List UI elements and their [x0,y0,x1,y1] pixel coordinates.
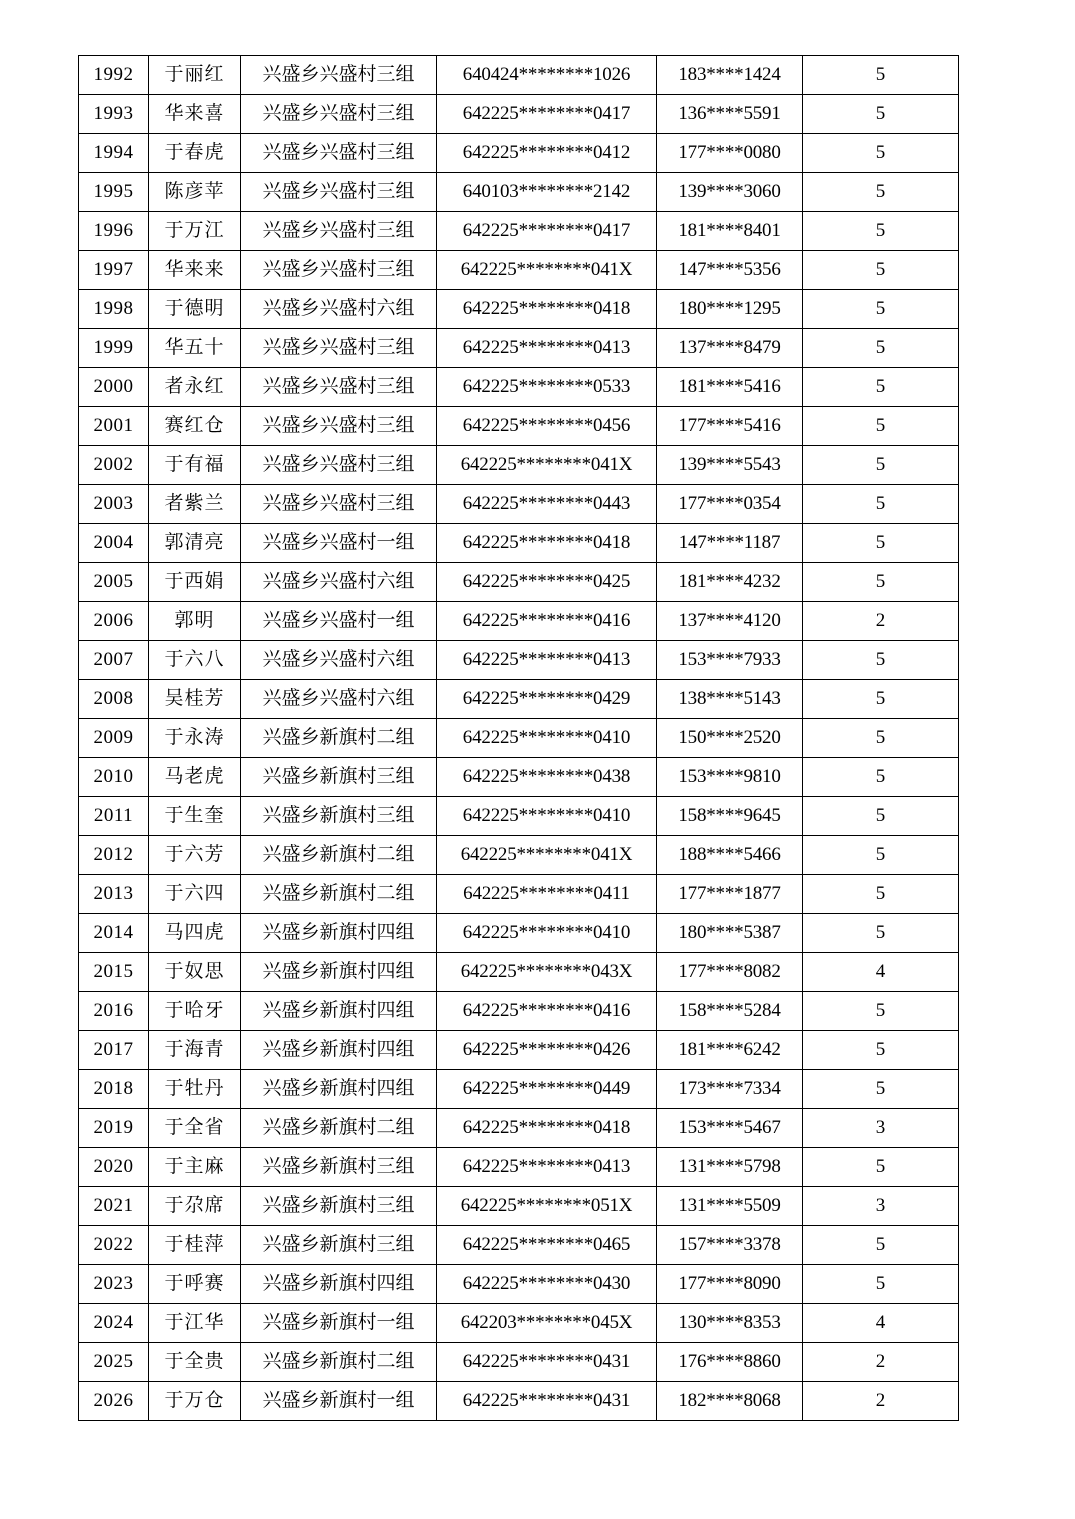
cell-name: 于海青 [149,1031,241,1070]
cell-id_number: 642225********0410 [437,914,657,953]
cell-id_number: 642225********0411 [437,875,657,914]
cell-address: 兴盛乡兴盛村一组 [241,602,437,641]
cell-name: 赛红仓 [149,407,241,446]
cell-address: 兴盛乡兴盛村六组 [241,680,437,719]
table-row [79,563,959,602]
table-row [79,524,959,563]
table-row [79,602,959,641]
cell-address: 兴盛乡兴盛村三组 [241,485,437,524]
cell-seq: 1996 [79,212,149,251]
cell-phone: 181****5416 [657,368,803,407]
cell-phone: 188****5466 [657,836,803,875]
cell-seq: 2001 [79,407,149,446]
cell-address: 兴盛乡新旗村三组 [241,1226,437,1265]
cell-count: 2 [803,602,959,641]
cell-phone: 177****0354 [657,485,803,524]
roster-table-body [79,56,959,1421]
table-row [79,1070,959,1109]
cell-address: 兴盛乡新旗村二组 [241,719,437,758]
cell-phone: 153****5467 [657,1109,803,1148]
cell-name: 于永涛 [149,719,241,758]
cell-seq: 1995 [79,173,149,212]
cell-address: 兴盛乡兴盛村六组 [241,290,437,329]
cell-address: 兴盛乡新旗村四组 [241,1031,437,1070]
cell-phone: 137****4120 [657,602,803,641]
table-row [79,680,959,719]
cell-count: 5 [803,758,959,797]
cell-phone: 177****0080 [657,134,803,173]
cell-id_number: 642225********0417 [437,95,657,134]
cell-seq: 2008 [79,680,149,719]
cell-name: 于江华 [149,1304,241,1343]
cell-count: 5 [803,290,959,329]
cell-seq: 2024 [79,1304,149,1343]
cell-count: 5 [803,251,959,290]
cell-count: 5 [803,914,959,953]
table-row [79,368,959,407]
cell-count: 5 [803,173,959,212]
cell-seq: 2026 [79,1382,149,1421]
table-row [79,953,959,992]
cell-name: 郭明 [149,602,241,641]
cell-address: 兴盛乡新旗村二组 [241,836,437,875]
cell-address: 兴盛乡新旗村四组 [241,1265,437,1304]
cell-address: 兴盛乡兴盛村三组 [241,407,437,446]
cell-count: 5 [803,563,959,602]
table-row [79,1382,959,1421]
cell-address: 兴盛乡兴盛村三组 [241,368,437,407]
cell-seq: 2025 [79,1343,149,1382]
table-row [79,914,959,953]
cell-phone: 177****8090 [657,1265,803,1304]
table-row [79,1109,959,1148]
cell-phone: 181****4232 [657,563,803,602]
cell-name: 于呼赛 [149,1265,241,1304]
cell-id_number: 642225********0413 [437,1148,657,1187]
cell-id_number: 642225********0533 [437,368,657,407]
cell-phone: 176****8860 [657,1343,803,1382]
cell-phone: 131****5509 [657,1187,803,1226]
table-row [79,1187,959,1226]
cell-phone: 131****5798 [657,1148,803,1187]
cell-address: 兴盛乡兴盛村三组 [241,212,437,251]
cell-seq: 1994 [79,134,149,173]
cell-id_number: 642225********0410 [437,719,657,758]
cell-phone: 150****2520 [657,719,803,758]
cell-phone: 139****3060 [657,173,803,212]
cell-id_number: 642225********0416 [437,602,657,641]
cell-phone: 177****1877 [657,875,803,914]
cell-count: 5 [803,485,959,524]
cell-name: 于六八 [149,641,241,680]
cell-phone: 158****5284 [657,992,803,1031]
cell-id_number: 642225********0425 [437,563,657,602]
table-row [79,1265,959,1304]
table-row [79,485,959,524]
cell-address: 兴盛乡兴盛村六组 [241,641,437,680]
cell-phone: 157****3378 [657,1226,803,1265]
cell-id_number: 642225********0418 [437,524,657,563]
cell-count: 5 [803,836,959,875]
cell-name: 吴桂芳 [149,680,241,719]
table-row [79,875,959,914]
cell-phone: 138****5143 [657,680,803,719]
table-row [79,1304,959,1343]
table-row [79,758,959,797]
cell-name: 于尕席 [149,1187,241,1226]
cell-phone: 139****5543 [657,446,803,485]
cell-name: 马四虎 [149,914,241,953]
cell-seq: 2012 [79,836,149,875]
roster-table [78,55,959,1421]
cell-address: 兴盛乡新旗村四组 [241,914,437,953]
cell-address: 兴盛乡新旗村二组 [241,1343,437,1382]
cell-id_number: 642225********0429 [437,680,657,719]
cell-name: 郭清亮 [149,524,241,563]
cell-name: 于主麻 [149,1148,241,1187]
cell-seq: 2013 [79,875,149,914]
cell-phone: 177****8082 [657,953,803,992]
cell-name: 于全省 [149,1109,241,1148]
cell-id_number: 642225********0413 [437,641,657,680]
table-row [79,446,959,485]
cell-phone: 180****5387 [657,914,803,953]
cell-count: 5 [803,680,959,719]
cell-count: 5 [803,56,959,95]
cell-name: 于桂萍 [149,1226,241,1265]
cell-name: 于六芳 [149,836,241,875]
cell-name: 于有福 [149,446,241,485]
table-row [79,407,959,446]
cell-id_number: 642203********045X [437,1304,657,1343]
cell-count: 5 [803,134,959,173]
cell-seq: 2014 [79,914,149,953]
cell-address: 兴盛乡兴盛村一组 [241,524,437,563]
cell-address: 兴盛乡兴盛村三组 [241,251,437,290]
cell-phone: 177****5416 [657,407,803,446]
cell-name: 于生奎 [149,797,241,836]
table-row [79,992,959,1031]
cell-count: 5 [803,95,959,134]
cell-phone: 180****1295 [657,290,803,329]
cell-id_number: 642225********0426 [437,1031,657,1070]
cell-address: 兴盛乡新旗村三组 [241,758,437,797]
cell-count: 5 [803,1148,959,1187]
cell-seq: 2011 [79,797,149,836]
cell-name: 于六四 [149,875,241,914]
table-row [79,1031,959,1070]
cell-seq: 2000 [79,368,149,407]
cell-count: 5 [803,875,959,914]
cell-phone: 158****9645 [657,797,803,836]
cell-count: 5 [803,1070,959,1109]
cell-name: 于奴思 [149,953,241,992]
cell-seq: 1992 [79,56,149,95]
cell-count: 3 [803,1109,959,1148]
table-row [79,797,959,836]
cell-id_number: 642225********0431 [437,1343,657,1382]
cell-address: 兴盛乡兴盛村三组 [241,446,437,485]
cell-count: 2 [803,1343,959,1382]
cell-count: 5 [803,446,959,485]
cell-name: 于万江 [149,212,241,251]
cell-phone: 181****6242 [657,1031,803,1070]
cell-address: 兴盛乡新旗村三组 [241,1187,437,1226]
cell-id_number: 642225********043X [437,953,657,992]
cell-name: 于万仓 [149,1382,241,1421]
cell-address: 兴盛乡新旗村三组 [241,797,437,836]
cell-id_number: 642225********0416 [437,992,657,1031]
cell-name: 于丽红 [149,56,241,95]
cell-seq: 2005 [79,563,149,602]
cell-address: 兴盛乡新旗村四组 [241,1070,437,1109]
cell-phone: 173****7334 [657,1070,803,1109]
cell-id_number: 642225********0456 [437,407,657,446]
cell-count: 2 [803,1382,959,1421]
cell-seq: 2004 [79,524,149,563]
table-row [79,1343,959,1382]
cell-seq: 2006 [79,602,149,641]
cell-address: 兴盛乡兴盛村六组 [241,563,437,602]
cell-address: 兴盛乡兴盛村三组 [241,173,437,212]
table-row [79,173,959,212]
cell-address: 兴盛乡兴盛村三组 [241,95,437,134]
cell-seq: 2020 [79,1148,149,1187]
cell-seq: 1998 [79,290,149,329]
cell-count: 4 [803,1304,959,1343]
cell-seq: 2021 [79,1187,149,1226]
table-row [79,134,959,173]
cell-address: 兴盛乡新旗村二组 [241,875,437,914]
cell-seq: 2015 [79,953,149,992]
cell-address: 兴盛乡新旗村四组 [241,953,437,992]
table-row [79,641,959,680]
cell-count: 5 [803,641,959,680]
cell-seq: 2009 [79,719,149,758]
cell-address: 兴盛乡新旗村一组 [241,1382,437,1421]
cell-id_number: 642225********0413 [437,329,657,368]
cell-address: 兴盛乡兴盛村三组 [241,56,437,95]
cell-address: 兴盛乡新旗村三组 [241,1148,437,1187]
cell-count: 5 [803,797,959,836]
cell-seq: 2003 [79,485,149,524]
cell-phone: 153****9810 [657,758,803,797]
cell-count: 5 [803,719,959,758]
cell-name: 于春虎 [149,134,241,173]
cell-id_number: 642225********0438 [437,758,657,797]
cell-seq: 2022 [79,1226,149,1265]
cell-seq: 2007 [79,641,149,680]
cell-id_number: 642225********0418 [437,1109,657,1148]
cell-phone: 130****8353 [657,1304,803,1343]
cell-id_number: 642225********051X [437,1187,657,1226]
cell-id_number: 642225********0449 [437,1070,657,1109]
cell-seq: 2023 [79,1265,149,1304]
table-row [79,1226,959,1265]
cell-address: 兴盛乡新旗村二组 [241,1109,437,1148]
cell-phone: 147****5356 [657,251,803,290]
cell-name: 者紫兰 [149,485,241,524]
table-row [79,836,959,875]
cell-seq: 1993 [79,95,149,134]
cell-count: 5 [803,407,959,446]
cell-id_number: 642225********0410 [437,797,657,836]
table-row [79,251,959,290]
cell-id_number: 642225********0412 [437,134,657,173]
cell-address: 兴盛乡兴盛村三组 [241,329,437,368]
cell-name: 华来来 [149,251,241,290]
cell-count: 5 [803,1265,959,1304]
table-row [79,95,959,134]
cell-id_number: 642225********041X [437,836,657,875]
cell-seq: 1999 [79,329,149,368]
cell-phone: 136****5591 [657,95,803,134]
table-row [79,290,959,329]
cell-count: 5 [803,1031,959,1070]
cell-id_number: 642225********0417 [437,212,657,251]
cell-name: 陈彦苹 [149,173,241,212]
table-row [79,329,959,368]
table-row [79,1148,959,1187]
cell-count: 3 [803,1187,959,1226]
cell-seq: 2018 [79,1070,149,1109]
cell-name: 于全贵 [149,1343,241,1382]
cell-phone: 182****8068 [657,1382,803,1421]
cell-id_number: 642225********0465 [437,1226,657,1265]
cell-id_number: 642225********0431 [437,1382,657,1421]
cell-name: 于德明 [149,290,241,329]
cell-address: 兴盛乡新旗村一组 [241,1304,437,1343]
table-row [79,56,959,95]
cell-count: 5 [803,524,959,563]
cell-name: 于牡丹 [149,1070,241,1109]
cell-name: 于西娟 [149,563,241,602]
cell-phone: 181****8401 [657,212,803,251]
cell-id_number: 642225********041X [437,251,657,290]
cell-name: 者永红 [149,368,241,407]
cell-phone: 183****1424 [657,56,803,95]
cell-id_number: 642225********0418 [437,290,657,329]
cell-id_number: 642225********0430 [437,1265,657,1304]
cell-name: 于哈牙 [149,992,241,1031]
cell-seq: 1997 [79,251,149,290]
table-row [79,212,959,251]
cell-count: 5 [803,212,959,251]
cell-phone: 137****8479 [657,329,803,368]
cell-name: 马老虎 [149,758,241,797]
cell-id_number: 640103********2142 [437,173,657,212]
cell-address: 兴盛乡新旗村四组 [241,992,437,1031]
cell-seq: 2017 [79,1031,149,1070]
cell-id_number: 640424********1026 [437,56,657,95]
table-row [79,719,959,758]
cell-address: 兴盛乡兴盛村三组 [241,134,437,173]
cell-id_number: 642225********041X [437,446,657,485]
cell-count: 5 [803,1226,959,1265]
cell-count: 4 [803,953,959,992]
cell-name: 华五十 [149,329,241,368]
cell-phone: 153****7933 [657,641,803,680]
cell-count: 5 [803,992,959,1031]
cell-seq: 2010 [79,758,149,797]
cell-name: 华来喜 [149,95,241,134]
cell-seq: 2016 [79,992,149,1031]
cell-count: 5 [803,329,959,368]
cell-id_number: 642225********0443 [437,485,657,524]
cell-count: 5 [803,368,959,407]
cell-seq: 2002 [79,446,149,485]
cell-seq: 2019 [79,1109,149,1148]
cell-phone: 147****1187 [657,524,803,563]
